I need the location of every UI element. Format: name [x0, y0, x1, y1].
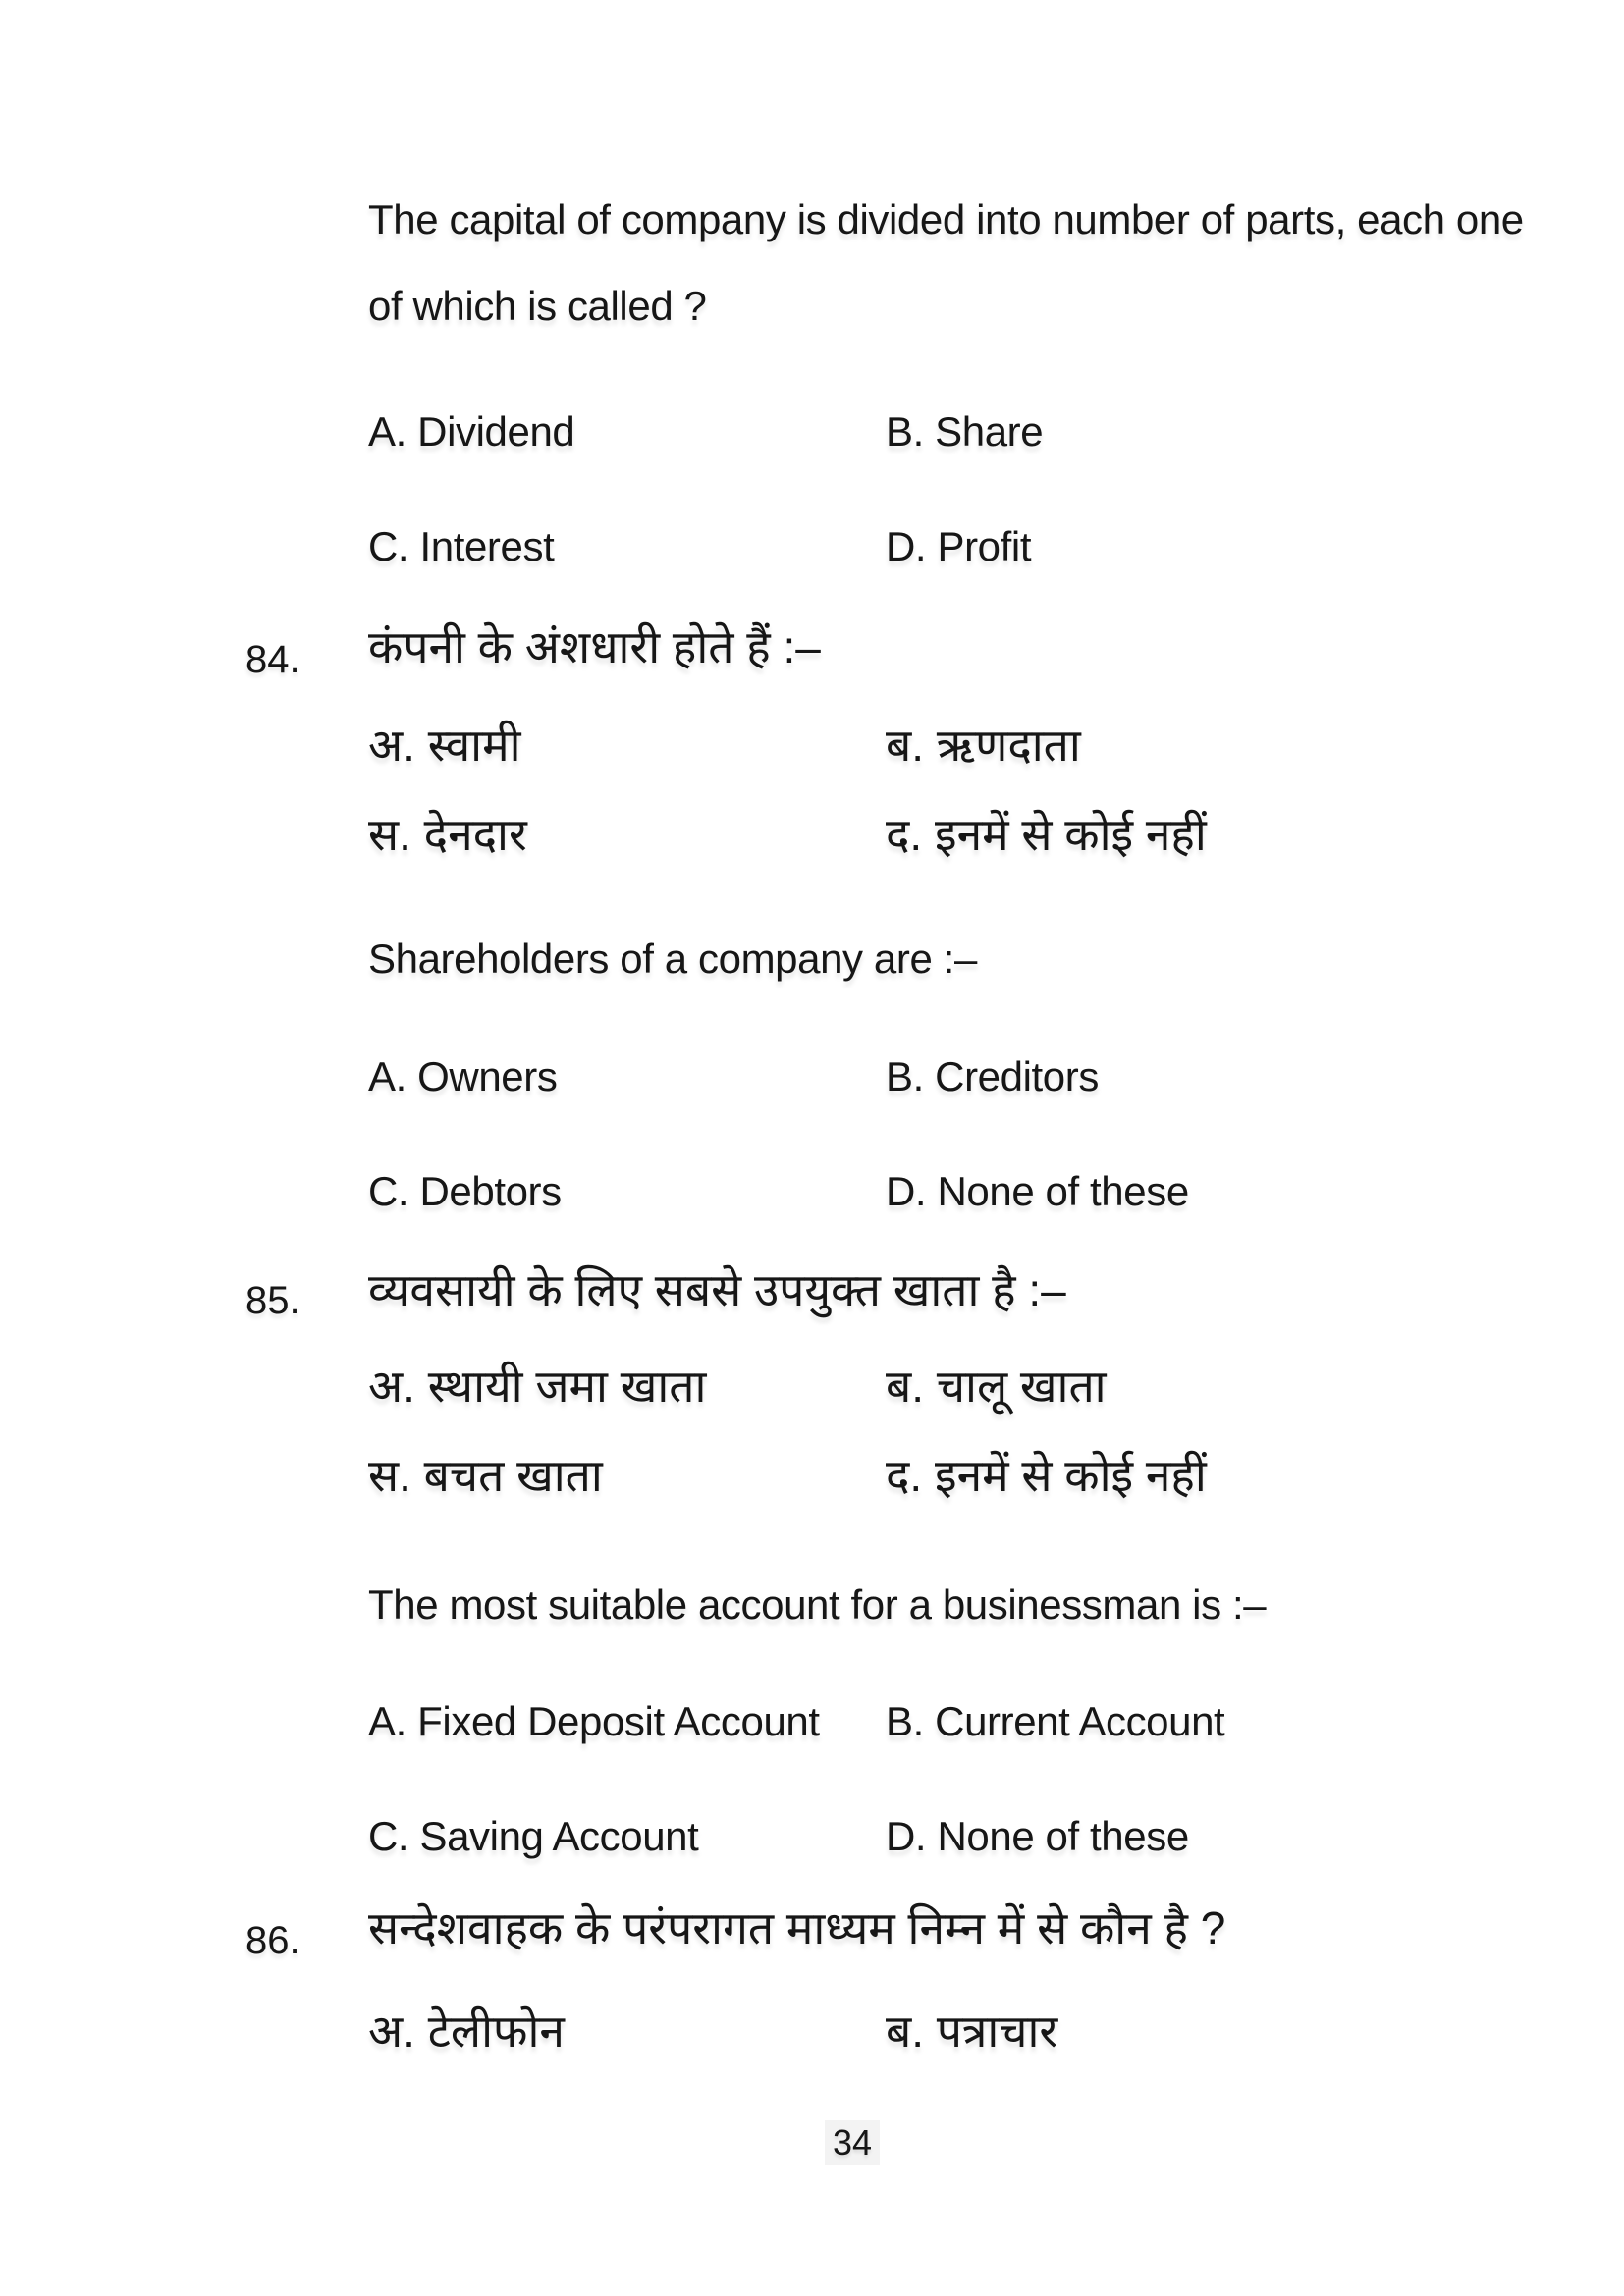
option-b-hindi: ब. पत्राचार — [886, 2005, 1058, 2056]
page-number: 34 — [825, 2120, 880, 2165]
question-text-hindi: कंपनी के अंशधारी होते हैं :– — [368, 621, 821, 672]
option-a-hindi: अ. स्वामी — [368, 720, 521, 771]
question-number: 86. — [245, 1919, 300, 1962]
option-d-english: D. None of these — [886, 1813, 1189, 1859]
option-c-english: C. Saving Account — [368, 1813, 699, 1859]
question-number: 85. — [245, 1279, 300, 1322]
option-d-hindi: द. इनमें से कोई नहीं — [886, 809, 1207, 860]
option-c-hindi: स. देनदार — [368, 809, 527, 860]
question-text-hindi: व्यवसायी के लिए सबसे उपयुक्त खाता है :– — [368, 1264, 1066, 1315]
question-text-hindi: सन्देशवाहक के परंपरागत माध्यम निम्न में से कौन है ? — [368, 1902, 1226, 1953]
option-a: A. Dividend — [368, 408, 575, 454]
option-a-english: A. Owners — [368, 1053, 558, 1099]
option-a-hindi: अ. टेलीफोन — [368, 2005, 565, 2056]
question-text-line-2: of which is called ? — [368, 283, 707, 329]
option-b-hindi: ब. ऋणदाता — [886, 720, 1081, 771]
option-c: C. Interest — [368, 523, 555, 569]
question-text-english: Shareholders of a company are :– — [368, 935, 977, 982]
option-c-hindi: स. बचत खाता — [368, 1450, 603, 1501]
option-d-english: D. None of these — [886, 1168, 1189, 1214]
option-b-english: B. Creditors — [886, 1053, 1099, 1099]
option-d-hindi: द. इनमें से कोई नहीं — [886, 1450, 1207, 1501]
option-a-english: A. Fixed Deposit Account — [368, 1698, 820, 1744]
question-number: 84. — [245, 638, 300, 681]
option-b-hindi: ब. चालू खाता — [886, 1361, 1107, 1412]
question-text-line-1: The capital of company is divided into number of parts, each one — [368, 196, 1524, 242]
option-a-hindi: अ. स्थायी जमा खाता — [368, 1361, 707, 1412]
option-d: D. Profit — [886, 523, 1032, 569]
option-b-english: B. Current Account — [886, 1698, 1225, 1744]
option-c-english: C. Debtors — [368, 1168, 562, 1214]
question-text-english: The most suitable account for a businessman is :– — [368, 1581, 1267, 1628]
option-b: B. Share — [886, 408, 1044, 454]
